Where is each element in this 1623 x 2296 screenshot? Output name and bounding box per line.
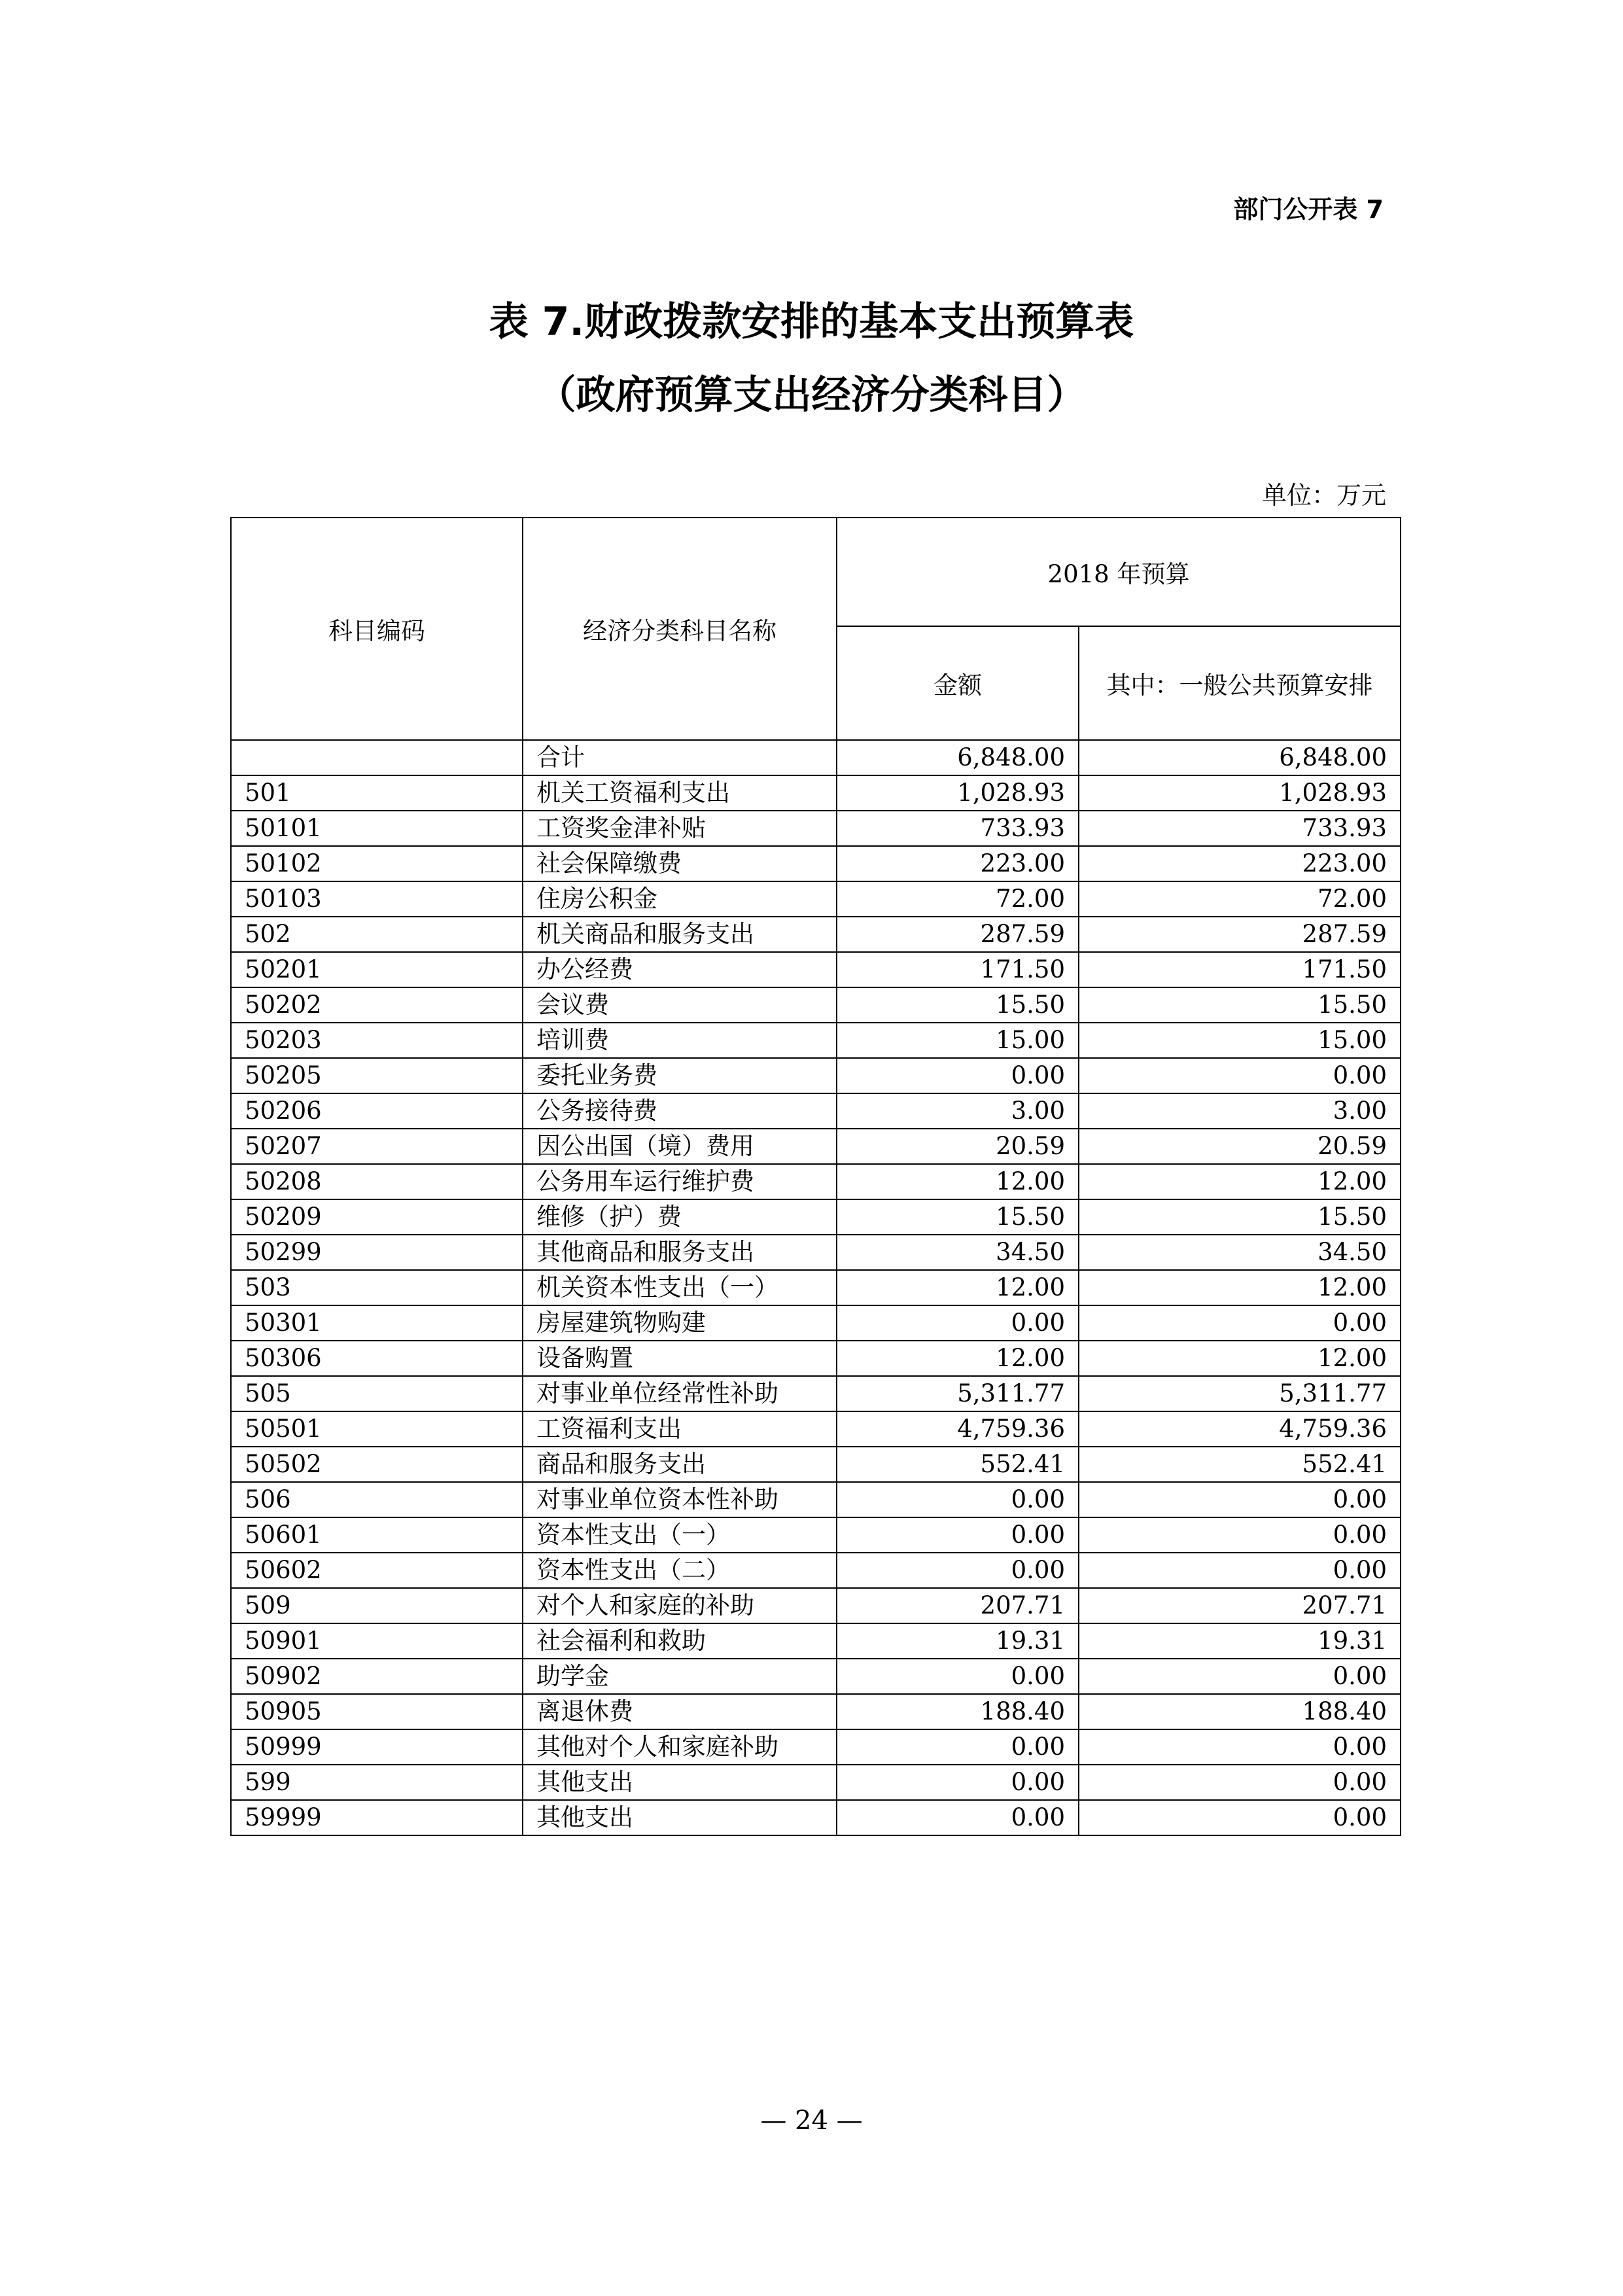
cell-general-public: 0.00 [1079,1800,1401,1835]
table-row [231,1553,1401,1588]
cell-code: 50102 [231,846,523,881]
page-title: 表 7.财政拨款安排的基本支出预算表 [489,299,1134,345]
cell-amount: 0.00 [837,1553,1079,1588]
cell-name: 房屋建筑物购建 [523,1305,837,1341]
table-row [231,1765,1401,1800]
page-number: — 24 — [760,2106,863,2136]
column-header-budget-year: 2018 年预算 [837,518,1401,626]
cell-general-public: 0.00 [1079,1765,1401,1800]
cell-code: 50206 [231,1093,523,1129]
cell-name: 因公出国（境）费用 [523,1129,837,1164]
cell-general-public: 1,028.93 [1079,775,1401,811]
cell-name: 资本性支出（一） [523,1517,837,1553]
cell-code: 50905 [231,1694,523,1729]
cell-amount: 20.59 [837,1129,1079,1164]
table-row [231,1517,1401,1553]
cell-amount: 0.00 [837,1659,1079,1694]
cell-code: 50205 [231,1058,523,1093]
table-row [231,1129,1401,1164]
table-row [231,775,1401,811]
cell-amount: 4,759.36 [837,1411,1079,1447]
cell-amount: 287.59 [837,917,1079,952]
cell-general-public: 0.00 [1079,1305,1401,1341]
table-row [231,1023,1401,1058]
cell-name: 住房公积金 [523,881,837,917]
cell-code: 50201 [231,952,523,987]
cell-code: 503 [231,1270,523,1305]
cell-general-public: 6,848.00 [1079,740,1401,775]
column-header-amount: 金额 [837,626,1079,740]
table-row [231,1093,1401,1129]
cell-amount: 0.00 [837,1729,1079,1765]
cell-code: 502 [231,917,523,952]
cell-name: 资本性支出（二） [523,1553,837,1588]
cell-general-public: 12.00 [1079,1341,1401,1376]
cell-general-public: 0.00 [1079,1058,1401,1093]
cell-amount: 5,311.77 [837,1376,1079,1411]
table-row [231,1305,1401,1341]
page-subtitle: （政府预算支出经济分类科目） [536,372,1087,418]
table-row [231,1235,1401,1270]
cell-amount: 12.00 [837,1164,1079,1199]
cell-amount: 0.00 [837,1765,1079,1800]
cell-general-public: 12.00 [1079,1164,1401,1199]
cell-amount: 223.00 [837,846,1079,881]
cell-general-public: 0.00 [1079,1729,1401,1765]
cell-general-public: 287.59 [1079,917,1401,952]
cell-amount: 552.41 [837,1447,1079,1482]
unit-label: 单位：万元 [1261,481,1386,510]
cell-name: 机关资本性支出（一） [523,1270,837,1305]
table-row [231,1411,1401,1447]
cell-general-public: 5,311.77 [1079,1376,1401,1411]
cell-code: 505 [231,1376,523,1411]
table-row [231,1800,1401,1835]
cell-amount: 19.31 [837,1623,1079,1659]
cell-name: 其他商品和服务支出 [523,1235,837,1270]
cell-name: 其他支出 [523,1800,837,1835]
cell-amount: 171.50 [837,952,1079,987]
cell-name: 办公经费 [523,952,837,987]
cell-code: 50209 [231,1199,523,1235]
cell-amount: 12.00 [837,1341,1079,1376]
cell-amount: 12.00 [837,1270,1079,1305]
table-header [231,518,1401,740]
cell-code: 50202 [231,987,523,1023]
cell-general-public: 19.31 [1079,1623,1401,1659]
table-row [231,1729,1401,1765]
cell-name: 会议费 [523,987,837,1023]
cell-code: 506 [231,1482,523,1517]
table-body [231,740,1401,1835]
cell-general-public: 72.00 [1079,881,1401,917]
cell-amount: 34.50 [837,1235,1079,1270]
cell-name: 社会福利和救助 [523,1623,837,1659]
cell-general-public: 3.00 [1079,1093,1401,1129]
document-number-label: 部门公开表 7 [1233,195,1384,224]
cell-amount: 6,848.00 [837,740,1079,775]
cell-general-public: 20.59 [1079,1129,1401,1164]
cell-name: 公务用车运行维护费 [523,1164,837,1199]
budget-table [230,517,1401,1836]
cell-name: 设备购置 [523,1341,837,1376]
table-row [231,1447,1401,1482]
cell-name: 工资奖金津补贴 [523,811,837,846]
cell-general-public: 0.00 [1079,1517,1401,1553]
cell-code: 59999 [231,1800,523,1835]
column-header-code: 科目编码 [231,518,523,740]
cell-amount: 15.50 [837,987,1079,1023]
cell-code: 599 [231,1765,523,1800]
table-row [231,1659,1401,1694]
cell-amount: 0.00 [837,1482,1079,1517]
cell-code: 50299 [231,1235,523,1270]
cell-code: 50601 [231,1517,523,1553]
table-row [231,811,1401,846]
column-header-general-public: 其中：一般公共预算安排 [1079,626,1401,740]
header-row-top [231,518,1401,626]
cell-amount: 188.40 [837,1694,1079,1729]
cell-code: 50602 [231,1553,523,1588]
cell-general-public: 188.40 [1079,1694,1401,1729]
cell-code: 50203 [231,1023,523,1058]
cell-general-public: 733.93 [1079,811,1401,846]
table-row [231,917,1401,952]
cell-name: 机关商品和服务支出 [523,917,837,952]
cell-code: 501 [231,775,523,811]
cell-name: 对事业单位经常性补助 [523,1376,837,1411]
cell-amount: 0.00 [837,1058,1079,1093]
cell-name: 商品和服务支出 [523,1447,837,1482]
table-row [231,1058,1401,1093]
cell-code: 50502 [231,1447,523,1482]
table-row [231,740,1401,775]
table-row [231,1694,1401,1729]
cell-code: 50501 [231,1411,523,1447]
cell-name: 工资福利支出 [523,1411,837,1447]
cell-general-public: 0.00 [1079,1553,1401,1588]
cell-general-public: 223.00 [1079,846,1401,881]
cell-name: 维修（护）费 [523,1199,837,1235]
cell-name: 离退休费 [523,1694,837,1729]
table-row [231,1199,1401,1235]
cell-code: 50999 [231,1729,523,1765]
cell-amount: 733.93 [837,811,1079,846]
cell-amount: 0.00 [837,1800,1079,1835]
cell-amount: 15.00 [837,1023,1079,1058]
table-row [231,952,1401,987]
cell-amount: 15.50 [837,1199,1079,1235]
table-row [231,1588,1401,1623]
cell-name: 培训费 [523,1023,837,1058]
cell-general-public: 15.50 [1079,1199,1401,1235]
cell-code: 50306 [231,1341,523,1376]
cell-general-public: 552.41 [1079,1447,1401,1482]
cell-amount: 0.00 [837,1517,1079,1553]
cell-name: 委托业务费 [523,1058,837,1093]
cell-amount: 72.00 [837,881,1079,917]
title-block [0,285,1623,432]
cell-general-public: 15.00 [1079,1023,1401,1058]
cell-name: 其他对个人和家庭补助 [523,1729,837,1765]
cell-amount: 207.71 [837,1588,1079,1623]
table-row [231,1376,1401,1411]
cell-name: 对事业单位资本性补助 [523,1482,837,1517]
cell-general-public: 12.00 [1079,1270,1401,1305]
cell-name: 其他支出 [523,1765,837,1800]
cell-code: 50101 [231,811,523,846]
cell-name: 合计 [523,740,837,775]
cell-code: 50301 [231,1305,523,1341]
cell-general-public: 34.50 [1079,1235,1401,1270]
table-row [231,987,1401,1023]
cell-name: 社会保障缴费 [523,846,837,881]
cell-code: 50208 [231,1164,523,1199]
cell-code: 50103 [231,881,523,917]
cell-general-public: 0.00 [1079,1482,1401,1517]
cell-name: 对个人和家庭的补助 [523,1588,837,1623]
table-row [231,1482,1401,1517]
cell-general-public: 207.71 [1079,1588,1401,1623]
cell-name: 助学金 [523,1659,837,1694]
table-row [231,1341,1401,1376]
cell-code: 50901 [231,1623,523,1659]
cell-amount: 3.00 [837,1093,1079,1129]
cell-code [231,740,523,775]
cell-general-public: 0.00 [1079,1659,1401,1694]
cell-code: 50207 [231,1129,523,1164]
table-row [231,846,1401,881]
cell-general-public: 4,759.36 [1079,1411,1401,1447]
cell-code: 50902 [231,1659,523,1694]
cell-code: 509 [231,1588,523,1623]
cell-name: 公务接待费 [523,1093,837,1129]
cell-general-public: 171.50 [1079,952,1401,987]
table-row [231,1623,1401,1659]
table-row [231,1164,1401,1199]
cell-amount: 1,028.93 [837,775,1079,811]
column-header-name: 经济分类科目名称 [523,518,837,740]
table-row [231,881,1401,917]
cell-amount: 0.00 [837,1305,1079,1341]
cell-name: 机关工资福利支出 [523,775,837,811]
table-row [231,1270,1401,1305]
cell-general-public: 15.50 [1079,987,1401,1023]
